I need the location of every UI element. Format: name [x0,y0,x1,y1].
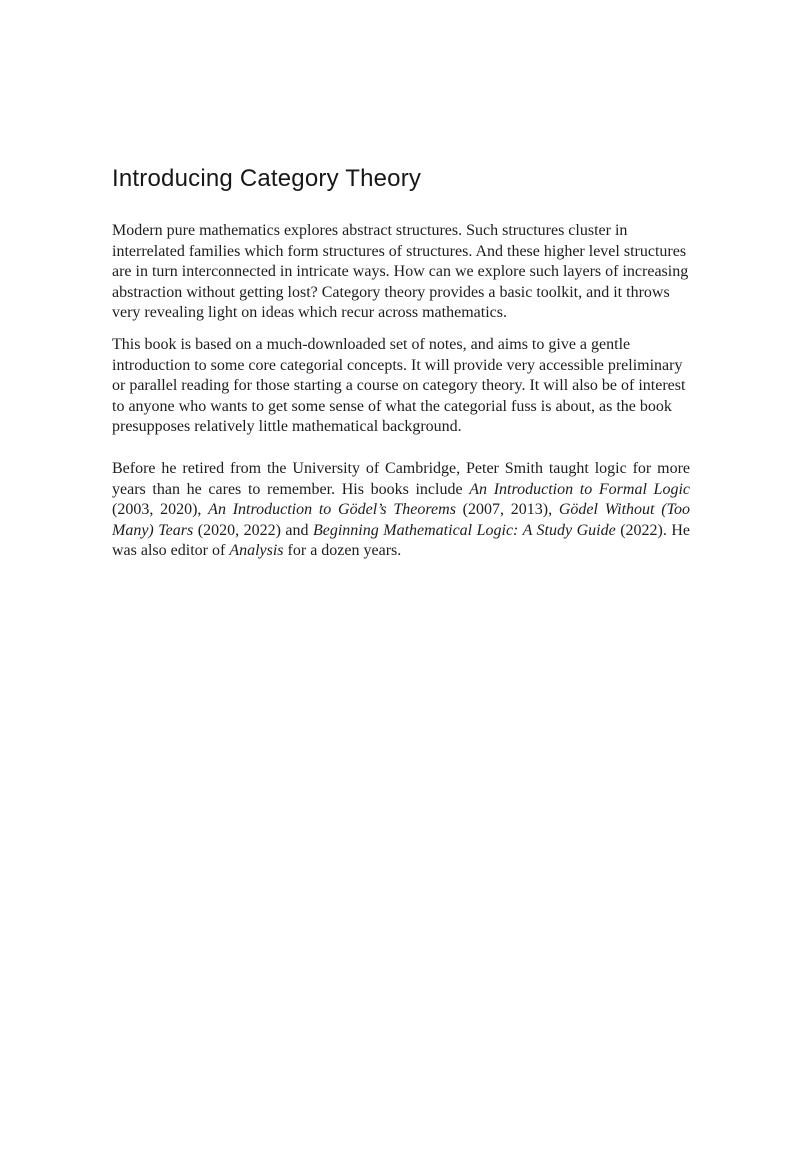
author-bio [112,459,690,562]
bio-text-run: (2022). He was also editor of [112,521,691,560]
cited-book-title: Gödel Without (Too Many) Tears [112,501,691,539]
cited-book-title: An Introduction to Formal Logic [469,480,691,498]
blurb-paragraph-1: Modern pure mathematics explores abstract structures. Such structures cluster in interrelated families which form structures of structures. And these higher level structures are in turn interconnected in intricate ways. How can we explore such layers of increasing abstraction without getting lost? Category theory provides a basic toolkit, and it throws very revealing light on ideas which recur across mathematics. [112,222,689,322]
blurb-paragraph-2: This book is based on a much-downloaded set of notes, and aims to give a gentle introduction to some core categorial concepts. It will provide very accessible preliminary or parallel reading for those starting a course on category theory. It will also be of interest to anyone who wants to get some sense of what the categorial fuss is about, as the book presupposes relatively little mathematical background. [112,335,686,436]
bio-text-run: (2007, 2013), [455,501,559,519]
bio-text-run: for a dozen years. [283,542,402,560]
bio-text-run: (2003, 2020), [112,501,209,519]
book-title: Introducing Category Theory [112,165,422,192]
bio-text-run: (2020, 2022) and [193,521,313,539]
bio-text-run: Before he retired from the University of Cambridge, Peter Smith taught logic for more years than he cares to remember. His books include [112,459,690,498]
page-content [112,164,690,562]
cited-book-title: Beginning Mathematical Logic: A Study Guide [312,521,616,539]
cited-book-title: Analysis [229,542,284,560]
cited-book-title: An Introduction to Gödel’s Theorems [208,501,456,519]
